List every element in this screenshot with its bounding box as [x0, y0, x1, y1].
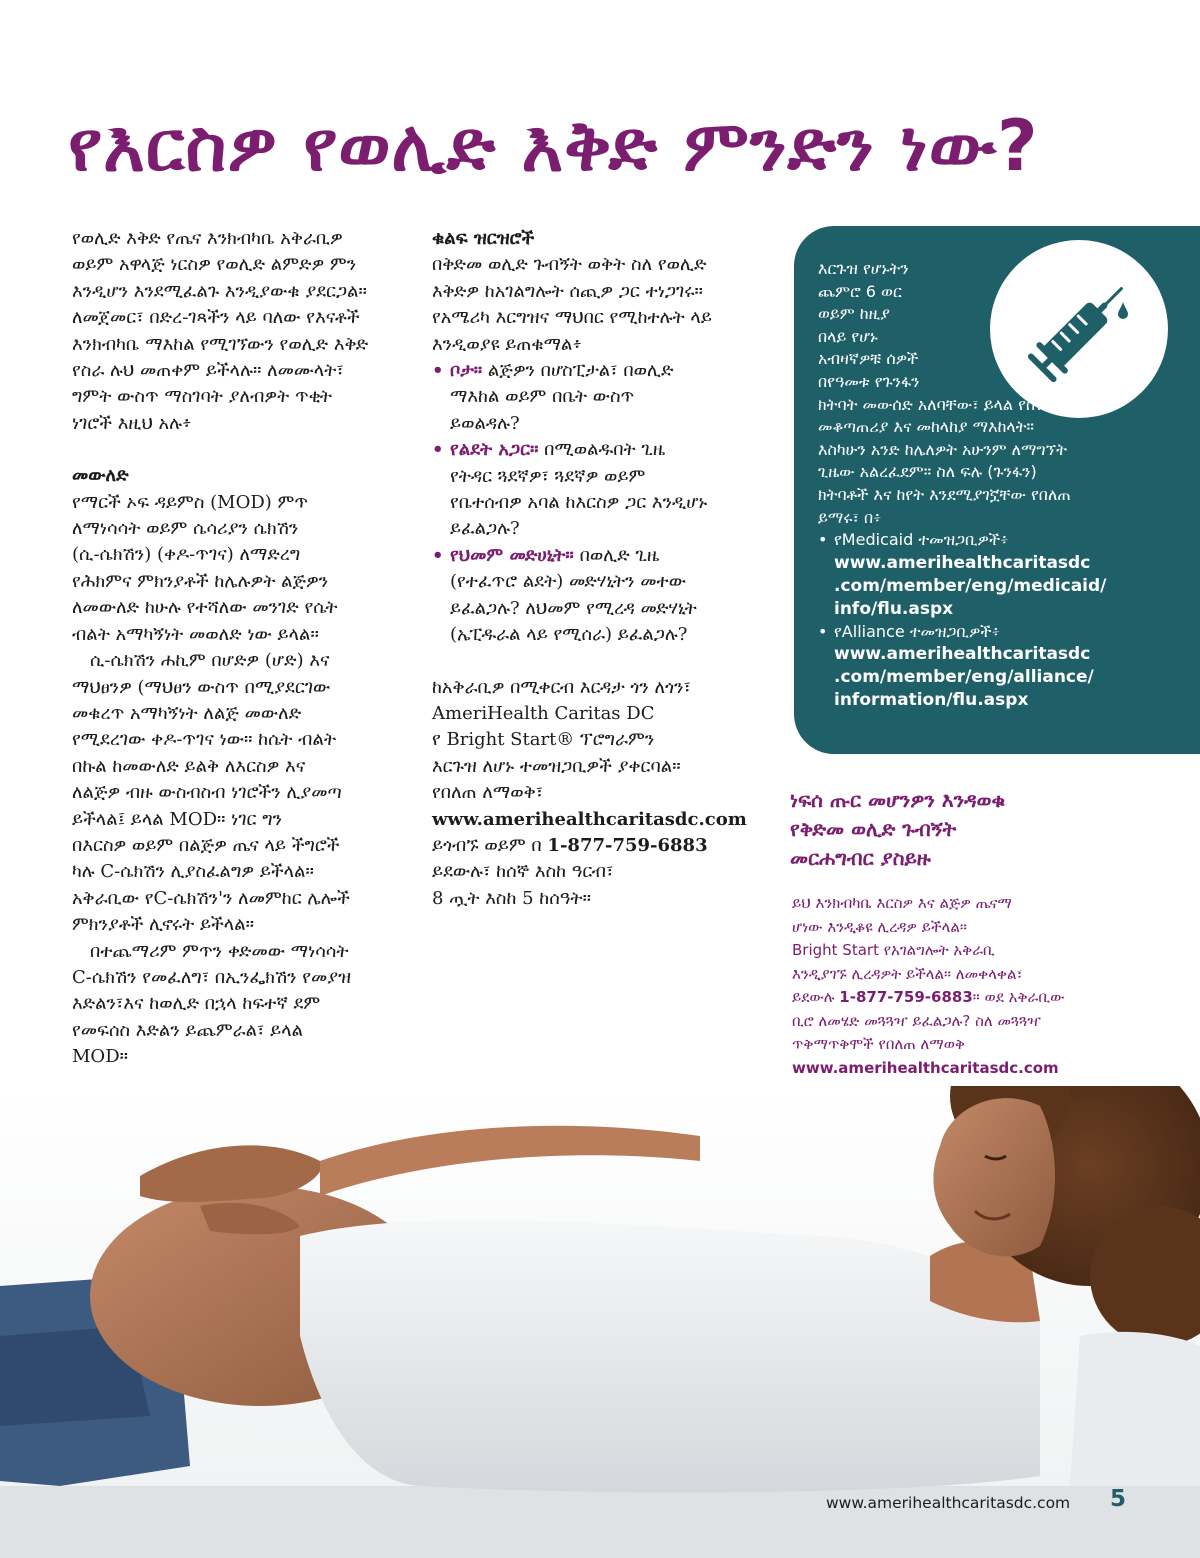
flu-text [818, 258, 1158, 712]
text-line: ይችላል፤ ይላል MOD። ነገር ግን [72, 808, 283, 830]
text-line: 8 ጧት እስከ 5 ከሰዓት። [432, 887, 591, 909]
list-item [432, 543, 772, 649]
text-line: እስካሁን አንድ ከሌለዎት አሁንም ለማግኘት [818, 439, 1067, 459]
text-line: ይፈልጋሉ? [450, 518, 520, 540]
text-line: የቤተሰብዎ አባል ከእርስዎ ጋር እንዲሆኑ [450, 492, 708, 514]
text-line: C-ሴክሽን የመፈለግ፣ በኢንፌክሽን የመያዝ [72, 966, 352, 988]
text-line: ይማሩ፣ በ፥ [818, 507, 882, 527]
text-line: ብልት አማካኝነት መወለድ ነው ይላል። [72, 623, 319, 645]
text-line: ክትባት መውሰድ አለባቸው፣ ይላል የበሽታ [818, 394, 1058, 414]
text-line: ቢሮ ለመሄድ መጓጓዣ ይፈልጋሉ? ስለ መጓጓዣ [792, 1011, 1041, 1030]
bullet-icon: • [432, 544, 444, 566]
text-line: ነገሮች እዚህ አሉ፥ [72, 412, 192, 434]
url-line[interactable]: .com/member/eng/medicaid/ [834, 575, 1107, 596]
text-line: የሚደረገው ቀዶ-ጥገና ነው። ከሴት ብልት [72, 729, 337, 751]
url-line[interactable]: www.amerihealthcaritasdc [834, 644, 1091, 665]
page-number: 5 [1110, 1486, 1127, 1512]
website-link[interactable]: www.amerihealthcaritasdc.com [432, 808, 747, 830]
text-line: (ኤፒዱራል ላይ የሚሰራ) ይፈልጋሉ? [450, 624, 688, 646]
text-line: ወይም ከዚያ [818, 304, 890, 324]
text-line: ማእከል ወይም በቤት ውስጥ [450, 386, 635, 408]
link-label: የAlliance ተመዝጋቢዎች፥ [834, 621, 1001, 641]
text-line: እርጉዝ የሆኑትን [818, 259, 909, 278]
text-line: ይጎብኙ ወይም በ [432, 834, 548, 856]
text-line: በላይ የሆኑ [818, 326, 878, 346]
flu-vaccine-panel [794, 226, 1200, 754]
text-line: የሕክምና ምክንያቶች ከሌሉዎት ልጅዎን [72, 570, 329, 592]
alliance-flu-link[interactable] [834, 643, 1158, 712]
bright-start-paragraph [432, 675, 772, 913]
delivery-paragraph-1 [72, 490, 408, 648]
text-line: Bright Start የአገልግሎት አቅራቢ [792, 941, 995, 959]
flu-links-list [818, 529, 1158, 712]
url-line[interactable]: information/flu.aspx [834, 690, 1029, 711]
text-line: ካሉ C-ሴክሽን ሊያስፈልግዎ ይችላል። [72, 861, 314, 883]
text-line: (ሲ-ሴክሽን) (ቀዶ-ጥገና) ለማድረግ [72, 544, 301, 566]
text-line: በወሊድ ጊዜ [573, 544, 660, 566]
intro-paragraph [72, 226, 408, 437]
website-link[interactable]: www.amerihealthcaritasdc.com [792, 1058, 1059, 1077]
bullet-icon: • [432, 360, 444, 382]
text-line: ሆነው እንዲቆዩ ሊረዳዎ ይችላል። [792, 917, 967, 936]
text-line: እድልን፣እና ከወሊድ በኋላ ከፍተኛ ደም [72, 993, 321, 1015]
text-line: የስራ ሉህ መጠቀም ይችላሉ። ለመሙላት፣ [72, 360, 344, 382]
text-line: ይህ እንክብካቤ እርስዎ እና ልጅዎ ጤናማ [792, 894, 1012, 912]
text-line: ክትባቶች እና ከየት እንደሚያገኟቸው የበለጠ [818, 484, 1071, 504]
text-line: ይደውሉ፣ ከሰኞ እስከ ዓርብ፣ [432, 861, 614, 883]
prenatal-heading [790, 786, 1150, 873]
bullet-term: የልደት አጋር። [450, 439, 539, 461]
text-line: መቁረጥ አማካኝነት ለልጅ መውለድ [72, 702, 302, 724]
text-line: እቅድዎ ከአገልግሎት ሰጪዎ ጋር ተነጋገሩ። [432, 280, 703, 302]
text-line: እርጉዝ ለሆኑ ተመዝጋቢዎች ያቀርባል። [432, 755, 681, 777]
key-details-heading: ቁልፍ ዝርዝሮች [432, 228, 535, 249]
text-line: ለመውለድ ከሁሉ የተሻለው መንገድ የሴት [72, 597, 338, 619]
text-line: መርሐግብር ያስይዙ [790, 846, 931, 870]
delivery-heading: መውለድ [72, 465, 129, 487]
text-line: ለልጅዎ ብዙ ውስብስብ ነገሮችን ሊያመጣ [72, 782, 342, 804]
text-line: ምክንያቶች ሊኖሩት ይችላል። [72, 914, 255, 936]
key-details-intro [432, 252, 772, 358]
prenatal-body [792, 892, 1092, 1104]
text-line: (የተፈጥሮ ልደት) መድሃኒትን መተው [450, 571, 686, 593]
text-line: ጥቅማጥቅሞች የበለጠ ለማወቅ [792, 1035, 965, 1053]
text-line: በሚወልዱበት ጊዜ [538, 439, 666, 461]
text-line: MOD። [72, 1046, 129, 1068]
text-line: በየዓመቱ የጉንፋን [818, 371, 920, 391]
text-line: በኩል ከመውለድ ይልቅ ለእርስዎ እና [72, 755, 306, 777]
column-key-details [432, 226, 772, 912]
bullet-term: የህመም መድሀኒት። [450, 544, 574, 566]
text-line: የወሊድ እቅድ የጤና እንክብካቤ አቅራቢዎ [72, 228, 343, 249]
text-line: የትዳር ጓደኛዎ፣ ጓደኛዎ ወይም [450, 465, 646, 487]
text-line: መቆጣጠሪያ እና መከላከያ ማእከላት። [818, 417, 1034, 437]
text-line: ሲ-ሴክሽን ሐኪም በሆድዎ (ሆድ) እና [90, 650, 330, 672]
medicaid-flu-link[interactable] [834, 552, 1158, 621]
link-label: የMedicaid ተመዝጋቢዎች፥ [834, 530, 1009, 550]
text-line: አቅራቢው የC-ሴክሽን'ን ለመምከር ሌሎች [72, 887, 350, 909]
text-line: ። ወደ አቅራቢው [972, 988, 1065, 1006]
delivery-paragraph-3 [72, 939, 408, 1071]
delivery-paragraph-2 [72, 648, 408, 938]
list-item [818, 621, 1158, 713]
text-line: ጨምሮ 6 ወር [818, 281, 902, 301]
phone-link[interactable]: 1-877-759-6883 [547, 834, 708, 856]
text-line: የበለጠ ለማወቅ፣ [432, 782, 544, 804]
text-line: ልጅዎን በሆስፒታል፣ በወሊድ [482, 360, 674, 382]
list-item [432, 358, 772, 437]
text-line: ወይም አዋላጅ ነርስዎ የወሊድ ልምድዎ ምን [72, 254, 357, 276]
text-line: በተጨማሪም ምጥን ቀድመው ማነሳሳት [90, 940, 349, 962]
text-line: ጊዜው አልረፈደም። ስለ ፍሉ (ጉንፋን) [818, 462, 1037, 482]
bullet-icon: • [818, 530, 828, 550]
bullet-term: ቦታ። [450, 360, 483, 382]
footer-website-link[interactable]: www.amerihealthcaritasdc.com [826, 1494, 1071, 1512]
page-title: የእርስዎ የወሊድ እቅድ ምንድን ነው? [68, 105, 1039, 187]
list-item [432, 437, 772, 543]
text-line: ለማነሳሳት ወይም ሴሳሪያን ሴክሽን [72, 518, 299, 540]
text-line: አብዛኛዎቹ ሰዎች [818, 349, 919, 369]
bullet-icon: • [818, 621, 828, 641]
text-line: ይደውሉ [792, 988, 840, 1006]
text-line: ይወልዳሉ? [450, 412, 520, 434]
url-line[interactable]: www.amerihealthcaritasdc [834, 552, 1091, 573]
text-line: ይፈልጋሉ? ለህመም የሚረዳ መድሃኒት [450, 597, 697, 619]
text-line: ግምት ውስጥ ማስገባት ያለብዎት ጥቂት [72, 386, 332, 408]
text-line: እንዲያገኙ ሊረዳዎት ይችላል። ለመቀላቀል፣ [792, 964, 1023, 983]
pregnant-woman-photo [0, 1086, 1200, 1558]
text-line: AmeriHealth Caritas DC [432, 702, 655, 724]
bullet-icon: • [432, 439, 444, 461]
text-line: ለመጀመር፣ በድረ-ገጻችን ላይ ባለው የእናቶች [72, 307, 360, 329]
text-line: ማህፀንዎ (ማህፀን ውስጥ በሚያደርገው [72, 676, 331, 698]
text-line: የአሜሪካ እርግዝና ማህበር የሚከተሉት ላይ [432, 307, 712, 329]
text-line: ከአቅራቢዎ በሚቀርብ እርዳታ ጎን ለጎን፣ [432, 676, 691, 698]
text-line: እንዲወያዩ ይጠቁማል፥ [432, 333, 582, 355]
text-line: ነፍሰ ጡር መሆንዎን እንዳወቁ [790, 788, 1006, 812]
text-line: የመፍሰስ እድልን ይጨምራል፣ ይላል [72, 1019, 304, 1041]
phone-link[interactable]: 1-877-759-6883 [839, 988, 973, 1006]
column-birth-plan [72, 226, 408, 1071]
text-line: በቅድመ ወሊድ ጉብኝት ወቅት ስለ የወሊድ [432, 254, 707, 276]
list-item [818, 529, 1158, 621]
text-line: በእርስዎ ወይም በልጅዎ ጤና ላይ ችግሮች [72, 834, 340, 856]
text-line: የቅድመ ወሊድ ጉብኝት [790, 817, 957, 841]
text-line: የማርች ኦፍ ዳይምስ (MOD) ምጥ [72, 491, 309, 513]
url-line[interactable]: info/flu.aspx [834, 598, 954, 619]
text-line: የ Bright Start® ፕሮግራምን [432, 729, 655, 751]
text-line: እንዲሆን እንደሚፈልጉ እንዲያውቁ ያደርጋል። [72, 280, 367, 302]
key-details-list [432, 358, 772, 648]
text-line: እንክብካቤ ማእከል የሚገኘውን የወሊድ እቅድ [72, 333, 369, 355]
url-line[interactable]: .com/member/eng/alliance/ [834, 667, 1094, 688]
